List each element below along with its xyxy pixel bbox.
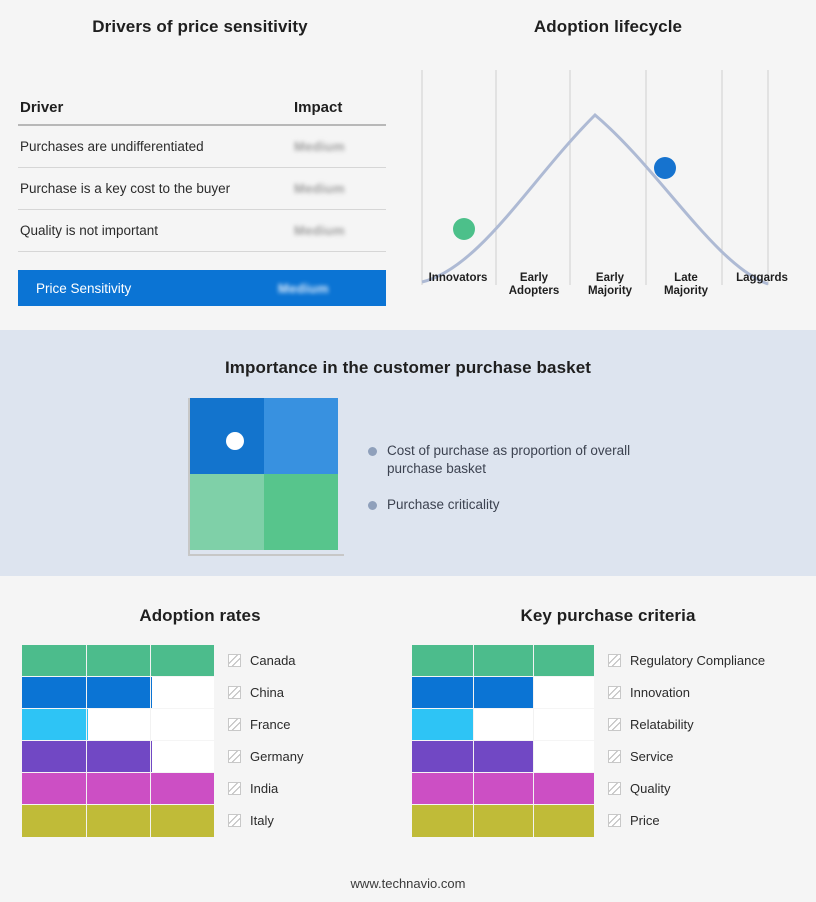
legend-label: Cost of purchase as proportion of overall purchase basket: [387, 443, 631, 476]
panel-adoption-lifecycle: [400, 0, 816, 330]
stage-label-late-majority: Late Majority: [663, 272, 709, 297]
bar-label: [228, 781, 278, 796]
hatch-swatch-icon: [228, 654, 241, 667]
bar-fill: [412, 645, 594, 677]
bar-label-text: Quality: [630, 780, 671, 796]
bullet-icon: [368, 447, 377, 456]
legend-item: [368, 442, 668, 478]
bar-row: [22, 804, 382, 836]
bar-row: [412, 740, 802, 772]
driver-impact: Medium: [294, 181, 345, 196]
bar-label: [228, 749, 303, 764]
bar-row: [22, 740, 382, 772]
bar-label: [608, 749, 673, 764]
stage-label-early-majority: Early Majority: [587, 272, 633, 297]
table-header-row: [18, 90, 386, 126]
bar-label: [608, 717, 694, 732]
bar-row: [412, 708, 802, 740]
bar-fill: [22, 677, 152, 709]
stage-label-laggards: Laggards: [736, 272, 788, 284]
hatch-swatch-icon: [608, 654, 621, 667]
bar-label-text: Canada: [250, 652, 296, 668]
column-header-driver: Driver: [20, 98, 64, 116]
legend-label: Purchase criticality: [387, 497, 500, 512]
bar-label: [228, 653, 296, 668]
bar-label-text: Price: [630, 812, 660, 828]
bar-fill: [412, 805, 594, 837]
bar-row: [22, 708, 382, 740]
bar-label-text: France: [250, 716, 291, 732]
matrix-cell-top-right: [264, 398, 338, 474]
bar-label: [228, 717, 290, 732]
bar-label-text: Service: [630, 748, 674, 764]
hatch-swatch-icon: [608, 782, 621, 795]
adoption-rates-bars: [22, 644, 382, 836]
bar-label-text: Italy: [250, 812, 274, 828]
lifecycle-curve-svg: [420, 60, 800, 290]
bar-label-text: Relatability: [630, 716, 694, 732]
hatch-swatch-icon: [608, 814, 621, 827]
bar-row: [22, 676, 382, 708]
bar-row: [412, 804, 802, 836]
bar-track: [22, 676, 214, 708]
bar-label: [228, 685, 284, 700]
panel-title-lifecycle: Adoption lifecycle: [533, 17, 683, 36]
bar-row: [22, 772, 382, 804]
basket-legend: [368, 442, 668, 532]
bar-label-text: India: [250, 780, 279, 796]
matrix-cell-bottom-left: [190, 474, 264, 550]
hatch-swatch-icon: [228, 718, 241, 731]
legend-item: [368, 496, 668, 514]
bar-track: [412, 708, 594, 740]
panel-title-basket: Importance in the customer purchase basket: [224, 358, 592, 377]
driver-name: Quality is not important: [20, 223, 159, 238]
drivers-table: [18, 90, 386, 306]
bar-label: [608, 653, 765, 668]
bar-track: [22, 804, 214, 836]
green-marker-icon: [453, 218, 475, 240]
bar-track: [412, 740, 594, 772]
bullet-icon: [368, 501, 377, 510]
stage-label-innovators: Innovators: [428, 272, 488, 284]
hatch-swatch-icon: [228, 782, 241, 795]
bar-row: [412, 772, 802, 804]
panel-drivers-of-price-sensitivity: [0, 0, 400, 330]
bar-row: [22, 644, 382, 676]
bar-track: [412, 804, 594, 836]
column-header-impact: Impact: [294, 98, 343, 116]
panel-key-purchase-criteria: [400, 576, 816, 902]
table-row: [18, 168, 386, 210]
hatch-swatch-icon: [228, 750, 241, 763]
footer-url: www.technavio.com: [350, 876, 466, 891]
bar-label-text: Innovation: [630, 684, 690, 700]
quadrant-matrix: [182, 398, 332, 558]
bar-label: [608, 781, 670, 796]
bar-label: [608, 685, 690, 700]
bar-fill: [22, 741, 152, 773]
bar-track: [22, 740, 214, 772]
bar-fill: [22, 773, 214, 805]
bar-fill: [412, 773, 594, 805]
driver-impact: Medium: [294, 223, 345, 238]
price-sensitivity-summary-row: [18, 270, 386, 306]
stage-label-early-adopters: Early Adopters: [508, 272, 560, 297]
panel-purchase-basket: [0, 330, 816, 576]
adoption-curve-path: [422, 115, 768, 284]
hatch-swatch-icon: [608, 750, 621, 763]
summary-value: Medium: [278, 280, 329, 296]
hatch-swatch-icon: [608, 686, 621, 699]
hatch-swatch-icon: [228, 814, 241, 827]
driver-impact: Medium: [294, 139, 345, 154]
bar-label: [608, 813, 660, 828]
panel-adoption-rates: [0, 576, 400, 902]
bar-track: [22, 708, 214, 740]
table-row: [18, 210, 386, 252]
bar-fill: [22, 709, 88, 741]
hatch-swatch-icon: [228, 686, 241, 699]
bar-row: [412, 644, 802, 676]
panel-title-adoption-rates: Adoption rates: [139, 606, 261, 625]
bar-fill: [412, 709, 473, 741]
bar-track: [412, 676, 594, 708]
matrix-cell-bottom-right: [264, 474, 338, 550]
bar-label-text: China: [250, 684, 284, 700]
bar-fill: [22, 645, 214, 677]
matrix-cells: [190, 398, 338, 550]
panel-title-drivers: Drivers of price sensitivity: [92, 17, 308, 36]
summary-label: Price Sensitivity: [36, 280, 132, 296]
bar-track: [22, 772, 214, 804]
matrix-x-axis: [188, 554, 344, 556]
driver-name: Purchase is a key cost to the buyer: [20, 181, 231, 196]
bar-row: [412, 676, 802, 708]
hatch-swatch-icon: [608, 718, 621, 731]
blue-marker-icon: [654, 157, 676, 179]
purchase-criteria-bars: [412, 644, 802, 836]
panel-title-purchase-criteria: Key purchase criteria: [520, 606, 696, 625]
table-row: [18, 126, 386, 168]
bar-fill: [22, 805, 214, 837]
bar-label: [228, 813, 274, 828]
bar-track: [412, 772, 594, 804]
bar-track: [22, 644, 214, 676]
bar-label-text: Regulatory Compliance: [630, 652, 766, 668]
bar-label-text: Germany: [250, 748, 304, 764]
driver-name: Purchases are undifferentiated: [20, 139, 204, 154]
lifecycle-stage-labels: [420, 272, 800, 316]
bar-track: [412, 644, 594, 676]
position-marker-dot: [226, 432, 244, 450]
